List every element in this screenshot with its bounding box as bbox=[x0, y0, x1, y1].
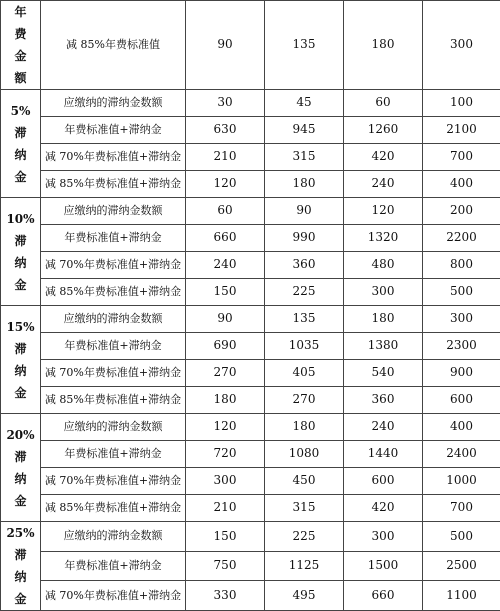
value-cell: 420 bbox=[344, 144, 423, 171]
group-label-cell bbox=[1, 306, 41, 414]
group-label-line: 金 bbox=[1, 166, 40, 188]
table-row bbox=[1, 387, 500, 414]
value-cell: 2200 bbox=[423, 225, 500, 252]
value-cell: 120 bbox=[344, 198, 423, 225]
value-cell: 240 bbox=[344, 414, 423, 441]
value-cell: 1320 bbox=[344, 225, 423, 252]
value-cell: 630 bbox=[186, 117, 265, 144]
value-cell: 45 bbox=[265, 90, 344, 117]
item-label-cell: 减 70%年费标准值+滞纳金 bbox=[41, 468, 186, 495]
value-cell: 270 bbox=[186, 360, 265, 387]
value-cell: 690 bbox=[186, 333, 265, 360]
item-label-cell: 减 85%年费标准值+滞纳金 bbox=[41, 387, 186, 414]
group-label-cell bbox=[1, 90, 41, 198]
item-label-cell: 年费标准值+滞纳金 bbox=[41, 333, 186, 360]
value-cell: 2100 bbox=[423, 117, 500, 144]
group-label-line: 纳 bbox=[1, 252, 40, 274]
group-label-line: 15% bbox=[1, 316, 40, 338]
item-label-cell: 减 70%年费标准值+滞纳金 bbox=[41, 360, 186, 387]
table-row bbox=[1, 117, 500, 144]
value-cell: 135 bbox=[265, 306, 344, 333]
value-cell: 180 bbox=[265, 171, 344, 198]
table-row bbox=[1, 522, 500, 552]
table-row bbox=[1, 551, 500, 581]
value-cell: 120 bbox=[186, 171, 265, 198]
item-label-cell: 减 85%年费标准值+滞纳金 bbox=[41, 495, 186, 522]
value-cell: 60 bbox=[344, 90, 423, 117]
value-cell: 180 bbox=[344, 1, 423, 90]
value-cell: 600 bbox=[344, 468, 423, 495]
value-cell: 150 bbox=[186, 279, 265, 306]
value-cell: 240 bbox=[186, 252, 265, 279]
item-label-cell: 减 70%年费标准值+滞纳金 bbox=[41, 144, 186, 171]
group-label-line: 25% bbox=[1, 522, 40, 544]
value-cell: 1440 bbox=[344, 441, 423, 468]
value-cell: 800 bbox=[423, 252, 500, 279]
table-row bbox=[1, 333, 500, 360]
item-label-cell: 减 85%年费标准值+滞纳金 bbox=[41, 171, 186, 198]
value-cell: 1260 bbox=[344, 117, 423, 144]
group-label-line: 额 bbox=[1, 67, 40, 89]
value-cell: 1125 bbox=[265, 551, 344, 581]
table-row bbox=[1, 414, 500, 441]
group-label-line: 滞 bbox=[1, 122, 40, 144]
value-cell: 225 bbox=[265, 279, 344, 306]
group-label-line: 滞 bbox=[1, 446, 40, 468]
item-label-cell: 减 85%年费标准值 bbox=[41, 1, 186, 90]
table-body bbox=[1, 1, 500, 611]
value-cell: 720 bbox=[186, 441, 265, 468]
value-cell: 360 bbox=[344, 387, 423, 414]
value-cell: 300 bbox=[186, 468, 265, 495]
group-label-line: 纳 bbox=[1, 144, 40, 166]
value-cell: 120 bbox=[186, 414, 265, 441]
value-cell: 210 bbox=[186, 495, 265, 522]
value-cell: 400 bbox=[423, 414, 500, 441]
value-cell: 480 bbox=[344, 252, 423, 279]
item-label-cell: 年费标准值+滞纳金 bbox=[41, 441, 186, 468]
value-cell: 240 bbox=[344, 171, 423, 198]
value-cell: 330 bbox=[186, 581, 265, 611]
value-cell: 420 bbox=[344, 495, 423, 522]
group-label-cell bbox=[1, 198, 41, 306]
value-cell: 360 bbox=[265, 252, 344, 279]
table-row bbox=[1, 144, 500, 171]
group-label-line: 20% bbox=[1, 424, 40, 446]
table-row bbox=[1, 441, 500, 468]
value-cell: 2300 bbox=[423, 333, 500, 360]
item-label-cell: 减 70%年费标准值+滞纳金 bbox=[41, 581, 186, 611]
item-label-cell: 应缴纳的滞纳金数额 bbox=[41, 522, 186, 552]
value-cell: 300 bbox=[423, 306, 500, 333]
value-cell: 1100 bbox=[423, 581, 500, 611]
value-cell: 700 bbox=[423, 495, 500, 522]
value-cell: 450 bbox=[265, 468, 344, 495]
value-cell: 990 bbox=[265, 225, 344, 252]
table-row bbox=[1, 495, 500, 522]
value-cell: 300 bbox=[423, 1, 500, 90]
item-label-cell: 年费标准值+滞纳金 bbox=[41, 117, 186, 144]
group-label-line: 年 bbox=[1, 1, 40, 23]
value-cell: 30 bbox=[186, 90, 265, 117]
value-cell: 100 bbox=[423, 90, 500, 117]
value-cell: 1380 bbox=[344, 333, 423, 360]
group-label-line: 金 bbox=[1, 588, 40, 610]
item-label-cell: 应缴纳的滞纳金数额 bbox=[41, 306, 186, 333]
value-cell: 500 bbox=[423, 522, 500, 552]
value-cell: 1000 bbox=[423, 468, 500, 495]
value-cell: 1080 bbox=[265, 441, 344, 468]
item-label-cell: 年费标准值+滞纳金 bbox=[41, 225, 186, 252]
value-cell: 150 bbox=[186, 522, 265, 552]
value-cell: 600 bbox=[423, 387, 500, 414]
table-row bbox=[1, 198, 500, 225]
value-cell: 945 bbox=[265, 117, 344, 144]
item-label-cell: 应缴纳的滞纳金数额 bbox=[41, 90, 186, 117]
value-cell: 300 bbox=[344, 522, 423, 552]
item-label-cell: 应缴纳的滞纳金数额 bbox=[41, 414, 186, 441]
value-cell: 315 bbox=[265, 144, 344, 171]
group-label-line: 10% bbox=[1, 208, 40, 230]
table-row bbox=[1, 90, 500, 117]
value-cell: 405 bbox=[265, 360, 344, 387]
value-cell: 210 bbox=[186, 144, 265, 171]
value-cell: 90 bbox=[186, 306, 265, 333]
table-row bbox=[1, 360, 500, 387]
group-label-cell bbox=[1, 1, 41, 90]
group-label-cell bbox=[1, 522, 41, 611]
item-label-cell: 减 85%年费标准值+滞纳金 bbox=[41, 279, 186, 306]
table-row bbox=[1, 306, 500, 333]
group-label-line: 纳 bbox=[1, 566, 40, 588]
table-row bbox=[1, 581, 500, 611]
value-cell: 60 bbox=[186, 198, 265, 225]
value-cell: 2400 bbox=[423, 441, 500, 468]
value-cell: 900 bbox=[423, 360, 500, 387]
table-row bbox=[1, 171, 500, 198]
group-label-line: 纳 bbox=[1, 468, 40, 490]
value-cell: 180 bbox=[344, 306, 423, 333]
value-cell: 90 bbox=[265, 198, 344, 225]
value-cell: 500 bbox=[423, 279, 500, 306]
value-cell: 750 bbox=[186, 551, 265, 581]
value-cell: 180 bbox=[265, 414, 344, 441]
group-label-line: 5% bbox=[1, 100, 40, 122]
value-cell: 180 bbox=[186, 387, 265, 414]
group-label-line: 滞 bbox=[1, 338, 40, 360]
value-cell: 540 bbox=[344, 360, 423, 387]
table-row bbox=[1, 225, 500, 252]
item-label-cell: 减 70%年费标准值+滞纳金 bbox=[41, 252, 186, 279]
group-label-line: 金 bbox=[1, 382, 40, 404]
value-cell: 495 bbox=[265, 581, 344, 611]
value-cell: 300 bbox=[344, 279, 423, 306]
group-label-line: 金 bbox=[1, 45, 40, 67]
group-label-line: 滞 bbox=[1, 544, 40, 566]
group-label-line: 金 bbox=[1, 490, 40, 512]
value-cell: 225 bbox=[265, 522, 344, 552]
table-row bbox=[1, 252, 500, 279]
value-cell: 660 bbox=[186, 225, 265, 252]
table-row bbox=[1, 468, 500, 495]
value-cell: 1035 bbox=[265, 333, 344, 360]
group-label-line: 金 bbox=[1, 274, 40, 296]
value-cell: 135 bbox=[265, 1, 344, 90]
value-cell: 200 bbox=[423, 198, 500, 225]
value-cell: 270 bbox=[265, 387, 344, 414]
value-cell: 660 bbox=[344, 581, 423, 611]
table-row bbox=[1, 1, 500, 90]
item-label-cell: 应缴纳的滞纳金数额 bbox=[41, 198, 186, 225]
item-label-cell: 年费标准值+滞纳金 bbox=[41, 551, 186, 581]
value-cell: 2500 bbox=[423, 551, 500, 581]
group-label-line: 费 bbox=[1, 23, 40, 45]
value-cell: 400 bbox=[423, 171, 500, 198]
group-label-line: 滞 bbox=[1, 230, 40, 252]
value-cell: 315 bbox=[265, 495, 344, 522]
value-cell: 1500 bbox=[344, 551, 423, 581]
table-row bbox=[1, 279, 500, 306]
group-label-line: 纳 bbox=[1, 360, 40, 382]
value-cell: 700 bbox=[423, 144, 500, 171]
value-cell: 90 bbox=[186, 1, 265, 90]
group-label-cell bbox=[1, 414, 41, 522]
